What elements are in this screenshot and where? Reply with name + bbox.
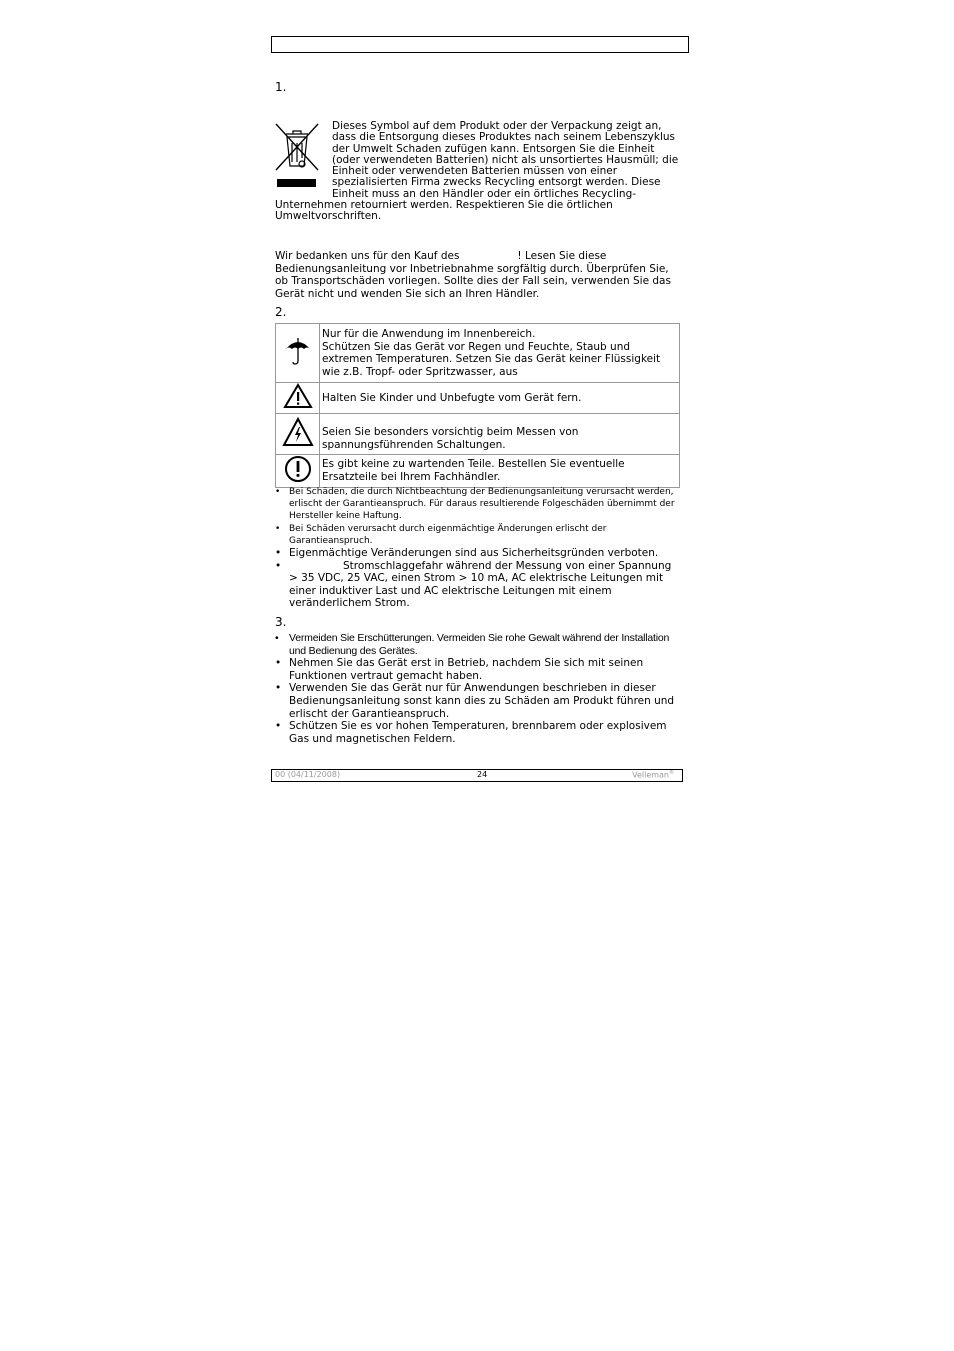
list-item: • Bei Schäden verursacht durch eigenmächtige Änderungen erlischt der Garantieanspruch. xyxy=(275,523,681,547)
footer xyxy=(271,769,683,782)
exclamation-circle-icon xyxy=(284,455,312,483)
shock-warning-text: Stromschlaggefahr während der Messung von einer Spannung > 35 VDC, 25 VAC, einen Strom > 10 mA, AC elektrische Leitungen mit einer induktiver Last und AC elektrische Leitungen mit einem veränderlichem Strom. xyxy=(289,559,672,610)
list-item: • Schützen Sie es vor hohen Temperaturen, brennbarem oder explosivem Gas und magnetischen Feldern. xyxy=(275,720,681,745)
weee-text: Dieses Symbol auf dem Produkt oder der Verpackung zeigt an, dass die Entsorgung dieses Produktes nach seinem Lebenszyklus der Umwelt Schaden zufügen kann. Entsorgen Sie die Einheit (oder verwendeten Batterien) nicht als unsortiertes Hausmüll; die Einheit oder verwendeten Batterien müssen von einer spezialisierten Firma zwecks Recycling entsorgt werden. Diese Einheit muss an den Händler oder ein örtliches Recycling-Unternehmen retourniert werden. Respektieren Sie die örtlichen Umweltvorschriften. xyxy=(275,120,679,223)
section-number-1: 1. xyxy=(275,80,287,94)
footer-brand xyxy=(632,770,674,780)
list-item: • Bei Schäden, die durch Nichtbeachtung der Bedienungsanleitung verursacht werden, erlischt der Garantieanspruch. Für daraus resultierende Folgeschäden übernimmt der Hersteller keine Haftung. xyxy=(275,486,681,523)
symbol-description: Halten Sie Kinder und Unbefugte vom Gerät fern. xyxy=(320,383,680,414)
intro-paragraph xyxy=(275,250,680,300)
registered-mark: ® xyxy=(669,770,674,776)
list-item xyxy=(275,560,681,610)
weee-disposal-notice xyxy=(275,121,681,223)
section-number-2: 2. xyxy=(275,305,287,319)
brand-name: Velleman xyxy=(632,770,669,780)
safety-symbols-table xyxy=(275,323,680,488)
table-row xyxy=(276,383,680,414)
intro-part-2: ! Lesen Sie diese Bedienungsanleitung vor Inbetriebnahme sorgfältig durch. Überprüfen Sie, ob Transportschäden vorliegen. Sollte dies der Fall sein, verwenden Sie das Gerät nicht und wenden Sie sich an Ihren Händler. xyxy=(275,250,671,300)
header-box xyxy=(271,36,689,53)
table-row xyxy=(276,455,680,488)
footer-version: 00 (04/11/2008) xyxy=(275,770,341,779)
list-item: • Nehmen Sie das Gerät erst in Betrieb, nachdem Sie sich mit seinen Funktionen vertraut gemacht haben. xyxy=(275,657,681,682)
page-number: 24 xyxy=(477,770,488,779)
symbol-cell xyxy=(276,383,320,414)
symbol-cell xyxy=(276,414,320,455)
indoor-use-text: Nur für die Anwendung im Innenbereich. xyxy=(322,328,536,340)
list-item: • Eigenmächtige Veränderungen sind aus Sicherheitsgründen verboten. xyxy=(275,547,681,560)
umbrella-icon xyxy=(284,335,312,367)
symbol-cell xyxy=(276,455,320,488)
high-voltage-triangle-icon xyxy=(282,417,314,447)
list-item: • Verwenden Sie das Gerät nur für Anwendungen beschrieben in dieser Bedienungsanleitung sonst kann dies zu Schäden am Produkt führen und erlischt der Garantieanspruch. xyxy=(275,682,681,720)
list-item: • Vermeiden Sie Erschütterungen. Vermeiden Sie rohe Gewalt während der Installation und Bedienung des Gerätes. xyxy=(275,632,681,657)
guidelines-list xyxy=(275,632,681,745)
warnings-list xyxy=(275,486,681,610)
symbol-description: Es gibt keine zu wartenden Teile. Bestellen Sie eventuelle Ersatzteile bei Ihrem Fachhändler. xyxy=(320,455,680,488)
table-row xyxy=(276,324,680,383)
symbol-cell xyxy=(276,324,320,383)
protection-text: Schützen Sie das Gerät vor Regen und Feuchte, Staub und extremen Temperaturen. Setzen Sie das Gerät keiner Flüssigkeit wie z.B. Tropf- oder Spritzwasser, aus xyxy=(322,340,661,378)
section-number-3: 3. xyxy=(275,615,287,629)
symbol-description xyxy=(320,324,680,383)
intro-part-1: Wir bedanken uns für den Kauf des xyxy=(275,250,460,262)
symbol-description: Seien Sie besonders vorsichtig beim Messen von spannungsführenden Schaltungen. xyxy=(320,414,680,455)
warning-triangle-icon xyxy=(283,383,313,409)
table-row xyxy=(276,414,680,455)
